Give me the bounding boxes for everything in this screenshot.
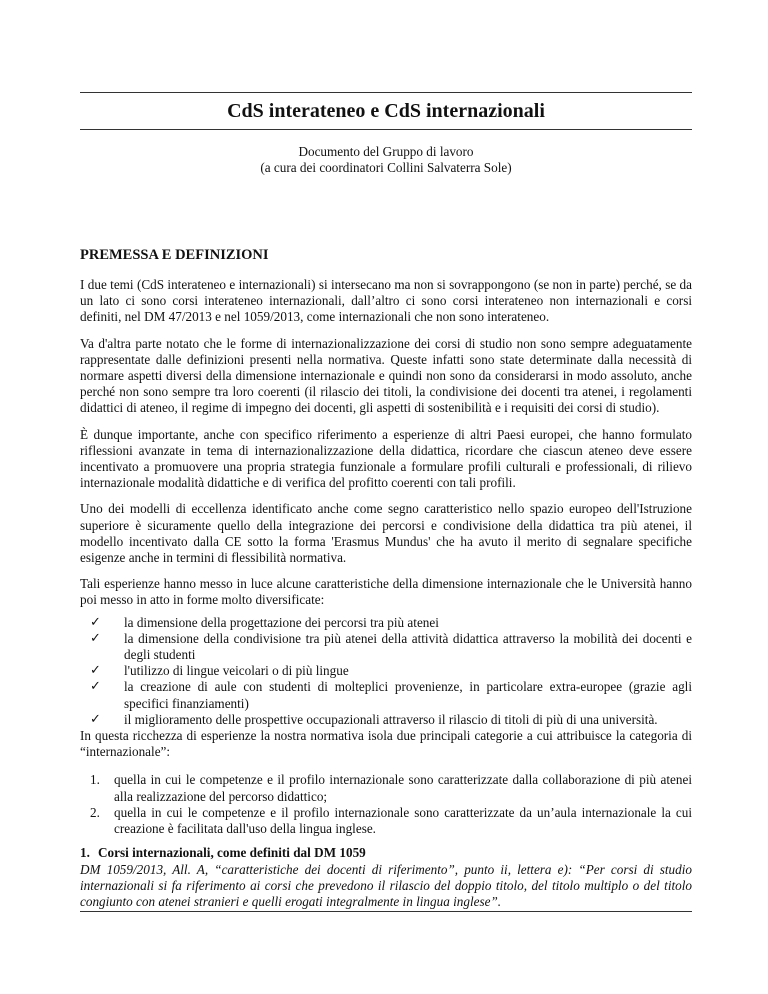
checklist-item: ✓ la dimensione della progettazione dei percorsi tra più atenei xyxy=(90,614,439,630)
title-rule xyxy=(80,129,692,130)
check-icon: ✓ xyxy=(90,711,101,727)
check-icon: ✓ xyxy=(90,630,101,646)
top-rule xyxy=(80,92,692,93)
check-icon: ✓ xyxy=(90,663,101,679)
paragraph-4: Uno dei modelli di eccellenza identificato anche come segno caratteristico nello spazio europeo dell'Istruzione superiore è sicuramente quello della integrazione dei percorsi e condivisione della didattica tra più atenei, il modello incentivato dalla CE sotto la forma 'Erasmus Mundus' che ha avuto il merito di segnalare specifiche esigenze anche in termini di flessibilità normativa. xyxy=(80,501,692,566)
characteristics-checklist xyxy=(80,615,692,728)
numbered-item: 2. quella in cui le competenze e il profilo internazionale sono caratterizzate da un’aula internazionale la cui creazione è facilitata dall'uso della lingua inglese. xyxy=(90,804,692,837)
paragraph-2: Va d'altra parte notato che le forme di internazionalizzazione dei corsi di studio non sono sempre adeguatamente rappresentate dalle definizioni presenti nella normativa. Queste infatti sono state determinate dalla necessità di normare aspetti diversi della dimensione internazionale e quindi non sono da considerarsi in modo assoluto, anche perché non sono sempre tra loro coerenti (il rilascio dei titoli, la condivisione dei docenti tra atenei, i regolamenti didattici di ateneo, il regime di impegno dei docenti, gli aspetti di sostenibilità e i requisiti dei corsi di studio). xyxy=(80,335,692,416)
document-page xyxy=(80,92,692,912)
check-icon: ✓ xyxy=(90,614,101,630)
checklist-item: ✓ la creazione di aule con studenti di molteplici provenienze, in particolare extra-europee (grazie agli specifici finanziamenti) xyxy=(90,679,692,711)
categories-intro: In questa ricchezza di esperienze la nostra normativa isola due principali categorie a cui attribuisce la categoria di “internazionale”: xyxy=(80,728,692,760)
paragraph-1: I due temi (CdS interateneo e internazionali) si intersecano ma non si sovrappongono (se non in parte) perché, se da un lato ci sono corsi interateneo internazionali, dall’altro ci sono corsi interateneo non internazionali e corsi definiti, nel DM 47/2013 e nel 1059/2013, come internazionali che non sono interateneo. xyxy=(80,277,692,325)
subsection-number: 1. xyxy=(80,845,90,861)
numbered-item: 1. quella in cui le competenze e il profilo internazionale sono caratterizzate dalla collaborazione di più atenei alla realizzazione del percorso didattico; xyxy=(90,772,692,804)
bottom-rule xyxy=(80,911,692,912)
dm-quote: DM 1059/2013, All. A, “caratteristiche dei docenti di riferimento”, punto ii, lettera e): “Per corsi di studio internazionali si fa riferimento ai corsi che prevedono il rilascio del doppio titolo, del titolo multiplo o del titolo congiunto con atenei stranieri e quelli erogati integralmente in lingua inglese”. xyxy=(80,861,692,909)
checklist-item: ✓ il miglioramento delle prospettive occupazionali attraverso il rilascio di titoli di più di una università. xyxy=(90,711,658,727)
section-heading: PREMESSA E DEFINIZIONI xyxy=(80,247,269,263)
subtitle-line-2: (a cura dei coordinatori Collini Salvaterra Sole) xyxy=(260,160,512,175)
subtitle-line-1: Documento del Gruppo di lavoro xyxy=(298,144,474,159)
paragraph-5: Tali esperienze hanno messo in luce alcune caratteristiche della dimensione internazionale che le Università hanno poi messo in atto in forme molto diversificate: xyxy=(80,576,692,608)
subsection-heading xyxy=(80,845,692,861)
paragraph-3: È dunque importante, anche con specifico riferimento a esperienze di altri Paesi europei, che hanno formulato riflessioni avanzate in tema di internazionalizzazione della didattica, ricordare che ciascun ateneo deve essere incentivato a promuovere una propria strategia funzionale a formulare profili culturali e professionali, di rilievo internazionale modalità didattiche e di verifica del profitto coerenti con tali profili. xyxy=(80,426,692,491)
checklist-item: ✓ l'utilizzo di lingue veicolari o di più lingue xyxy=(90,663,349,679)
document-title: CdS interateneo e CdS internazionali xyxy=(227,100,545,122)
subsection-title: Corsi internazionali, come definiti dal DM 1059 xyxy=(98,845,366,861)
categories-list xyxy=(80,772,692,837)
document-subtitle xyxy=(80,144,692,176)
check-icon: ✓ xyxy=(90,679,101,695)
checklist-item: ✓ la dimensione della condivisione tra più atenei della attività didattica attraverso la mobilità dei docenti e degli studenti xyxy=(90,630,692,663)
